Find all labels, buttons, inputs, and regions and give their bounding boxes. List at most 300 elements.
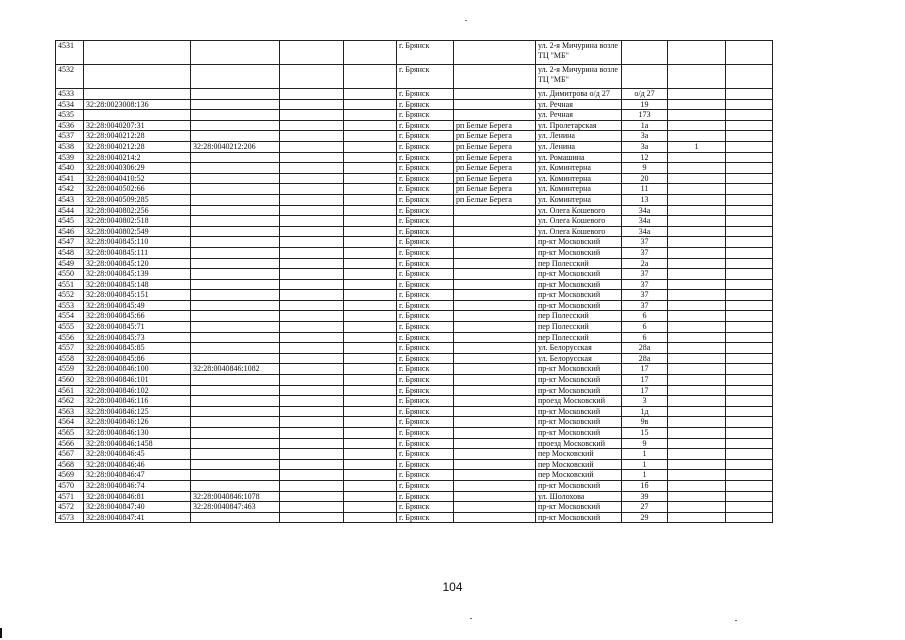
- street-cell: ул. Коминтерна: [536, 163, 622, 174]
- street-cell: ул. Речная: [536, 99, 622, 110]
- flag-cell: [668, 269, 726, 280]
- empty-cell: [280, 406, 344, 417]
- street-cell: пр-кт Московский: [536, 417, 622, 428]
- city-cell: г. Брянск: [397, 184, 454, 195]
- empty-cell: [726, 99, 773, 110]
- house-number-cell: 6: [622, 311, 668, 322]
- table-row: [56, 449, 773, 460]
- empty-cell: [344, 406, 397, 417]
- table-row: [56, 438, 773, 449]
- empty-cell: [726, 65, 773, 89]
- house-number-cell: 1д: [622, 406, 668, 417]
- city-cell: г. Брянск: [397, 491, 454, 502]
- empty-cell: [280, 237, 344, 248]
- cadastral-number-cell: [84, 89, 191, 100]
- row-number-cell: 4532: [56, 65, 84, 89]
- flag-cell: [668, 205, 726, 216]
- city-cell: г. Брянск: [397, 300, 454, 311]
- house-number-cell: 17: [622, 385, 668, 396]
- empty-cell: [280, 65, 344, 89]
- street-cell: пер Московский: [536, 459, 622, 470]
- empty-cell: [726, 258, 773, 269]
- empty-cell: [280, 364, 344, 375]
- cadastral-number-cell: 32:28:0040846:116: [84, 396, 191, 407]
- street-cell: ул. Ромашина: [536, 152, 622, 163]
- house-number-cell: 20: [622, 173, 668, 184]
- empty-cell: [344, 110, 397, 121]
- row-number-cell: 4569: [56, 470, 84, 481]
- row-number-cell: 4534: [56, 99, 84, 110]
- house-number-cell: 1: [622, 470, 668, 481]
- street-cell: пер Московский: [536, 449, 622, 460]
- table-row: [56, 459, 773, 470]
- secondary-cadastral-number-cell: [191, 343, 280, 354]
- house-number-cell: 3: [622, 396, 668, 407]
- row-number-cell: 4540: [56, 163, 84, 174]
- empty-cell: [726, 322, 773, 333]
- house-number-cell: 9: [622, 163, 668, 174]
- locality-cell: [454, 269, 536, 280]
- cadastral-number-cell: 32:28:0040845:111: [84, 247, 191, 258]
- house-number-cell: 173: [622, 110, 668, 121]
- street-cell: ул. Шолохова: [536, 491, 622, 502]
- empty-cell: [280, 184, 344, 195]
- table-row: [56, 417, 773, 428]
- locality-cell: [454, 470, 536, 481]
- secondary-cadastral-number-cell: 32:28:0040846:1078: [191, 491, 280, 502]
- empty-cell: [280, 375, 344, 386]
- empty-cell: [280, 512, 344, 523]
- empty-cell: [280, 269, 344, 280]
- flag-cell: [668, 502, 726, 513]
- empty-cell: [344, 502, 397, 513]
- register-table: [55, 40, 773, 523]
- street-cell: пр-кт Московский: [536, 512, 622, 523]
- city-cell: г. Брянск: [397, 396, 454, 407]
- empty-cell: [280, 332, 344, 343]
- table-row: [56, 89, 773, 100]
- secondary-cadastral-number-cell: [191, 110, 280, 121]
- empty-cell: [726, 184, 773, 195]
- house-number-cell: 9в: [622, 417, 668, 428]
- house-number-cell: 19: [622, 99, 668, 110]
- flag-cell: [668, 332, 726, 343]
- empty-cell: [344, 322, 397, 333]
- locality-cell: рп Белые Берега: [454, 163, 536, 174]
- city-cell: г. Брянск: [397, 131, 454, 142]
- cadastral-number-cell: 32:28:0040509:285: [84, 194, 191, 205]
- empty-cell: [280, 141, 344, 152]
- flag-cell: [668, 470, 726, 481]
- empty-cell: [344, 163, 397, 174]
- empty-cell: [280, 438, 344, 449]
- empty-cell: [726, 41, 773, 65]
- cadastral-number-cell: 32:28:0040846:125: [84, 406, 191, 417]
- empty-cell: [726, 141, 773, 152]
- house-number-cell: 27: [622, 502, 668, 513]
- empty-cell: [344, 99, 397, 110]
- city-cell: г. Брянск: [397, 480, 454, 491]
- table-row: [56, 364, 773, 375]
- flag-cell: [668, 290, 726, 301]
- locality-cell: [454, 279, 536, 290]
- empty-cell: [726, 311, 773, 322]
- cadastral-number-cell: 32:28:0040502:66: [84, 184, 191, 195]
- empty-cell: [344, 226, 397, 237]
- city-cell: г. Брянск: [397, 41, 454, 65]
- house-number-cell: 15: [622, 428, 668, 439]
- scan-speck: [465, 20, 467, 21]
- flag-cell: [668, 375, 726, 386]
- flag-cell: [668, 279, 726, 290]
- row-number-cell: 4543: [56, 194, 84, 205]
- empty-cell: [344, 89, 397, 100]
- street-cell: пер Полесский: [536, 258, 622, 269]
- empty-cell: [344, 491, 397, 502]
- empty-cell: [344, 173, 397, 184]
- house-number-cell: 1б: [622, 480, 668, 491]
- empty-cell: [344, 449, 397, 460]
- secondary-cadastral-number-cell: [191, 512, 280, 523]
- house-number-cell: 1: [622, 449, 668, 460]
- secondary-cadastral-number-cell: [191, 438, 280, 449]
- secondary-cadastral-number-cell: [191, 247, 280, 258]
- city-cell: г. Брянск: [397, 279, 454, 290]
- house-number-cell: 37: [622, 279, 668, 290]
- house-number-cell: 3а: [622, 141, 668, 152]
- empty-cell: [280, 163, 344, 174]
- locality-cell: [454, 65, 536, 89]
- flag-cell: [668, 322, 726, 333]
- city-cell: г. Брянск: [397, 110, 454, 121]
- empty-cell: [726, 110, 773, 121]
- locality-cell: [454, 512, 536, 523]
- locality-cell: [454, 480, 536, 491]
- house-number-cell: 37: [622, 269, 668, 280]
- house-number-cell: 37: [622, 290, 668, 301]
- city-cell: г. Брянск: [397, 449, 454, 460]
- table-row: [56, 290, 773, 301]
- empty-cell: [344, 216, 397, 227]
- empty-cell: [344, 279, 397, 290]
- house-number-cell: 34а: [622, 226, 668, 237]
- locality-cell: [454, 438, 536, 449]
- empty-cell: [726, 396, 773, 407]
- secondary-cadastral-number-cell: [191, 449, 280, 460]
- locality-cell: рп Белые Берега: [454, 141, 536, 152]
- table-row: [56, 470, 773, 481]
- locality-cell: [454, 110, 536, 121]
- empty-cell: [280, 131, 344, 142]
- secondary-cadastral-number-cell: [191, 152, 280, 163]
- empty-cell: [726, 406, 773, 417]
- cadastral-number-cell: 32:28:0040845:86: [84, 353, 191, 364]
- street-cell: пр-кт Московский: [536, 269, 622, 280]
- city-cell: г. Брянск: [397, 226, 454, 237]
- cadastral-number-cell: 32:28:0040846:47: [84, 470, 191, 481]
- table-row: [56, 332, 773, 343]
- empty-cell: [280, 396, 344, 407]
- row-number-cell: 4568: [56, 459, 84, 470]
- empty-cell: [726, 152, 773, 163]
- street-cell: пер Полесский: [536, 311, 622, 322]
- empty-cell: [344, 269, 397, 280]
- city-cell: г. Брянск: [397, 406, 454, 417]
- table-row: [56, 406, 773, 417]
- cadastral-number-cell: 32:28:0040846:74: [84, 480, 191, 491]
- table-row: [56, 491, 773, 502]
- locality-cell: [454, 41, 536, 65]
- house-number-cell: 28а: [622, 343, 668, 354]
- row-number-cell: 4567: [56, 449, 84, 460]
- secondary-cadastral-number-cell: [191, 99, 280, 110]
- empty-cell: [726, 470, 773, 481]
- flag-cell: [668, 449, 726, 460]
- empty-cell: [344, 343, 397, 354]
- empty-cell: [280, 173, 344, 184]
- empty-cell: [344, 65, 397, 89]
- city-cell: г. Брянск: [397, 375, 454, 386]
- city-cell: г. Брянск: [397, 205, 454, 216]
- house-number-cell: [622, 65, 668, 89]
- table-row: [56, 512, 773, 523]
- empty-cell: [344, 364, 397, 375]
- row-number-cell: 4571: [56, 491, 84, 502]
- locality-cell: [454, 205, 536, 216]
- secondary-cadastral-number-cell: [191, 216, 280, 227]
- empty-cell: [726, 120, 773, 131]
- empty-cell: [344, 131, 397, 142]
- house-number-cell: 37: [622, 300, 668, 311]
- row-number-cell: 4563: [56, 406, 84, 417]
- street-cell: ул. Пролетарская: [536, 120, 622, 131]
- street-cell: ул. Олега Кошевого: [536, 216, 622, 227]
- secondary-cadastral-number-cell: [191, 470, 280, 481]
- row-number-cell: 4548: [56, 247, 84, 258]
- empty-cell: [344, 290, 397, 301]
- flag-cell: [668, 131, 726, 142]
- street-cell: пр-кт Московский: [536, 247, 622, 258]
- secondary-cadastral-number-cell: [191, 205, 280, 216]
- empty-cell: [280, 311, 344, 322]
- locality-cell: [454, 428, 536, 439]
- row-number-cell: 4541: [56, 173, 84, 184]
- street-cell: пр-кт Московский: [536, 385, 622, 396]
- table-row: [56, 343, 773, 354]
- house-number-cell: 39: [622, 491, 668, 502]
- flag-cell: [668, 438, 726, 449]
- page-number: 104: [442, 580, 463, 594]
- table-row: [56, 322, 773, 333]
- table-row: [56, 163, 773, 174]
- locality-cell: [454, 353, 536, 364]
- row-number-cell: 4537: [56, 131, 84, 142]
- flag-cell: [668, 89, 726, 100]
- row-number-cell: 4565: [56, 428, 84, 439]
- street-cell: пр-кт Московский: [536, 480, 622, 491]
- row-number-cell: 4552: [56, 290, 84, 301]
- flag-cell: [668, 120, 726, 131]
- row-number-cell: 4558: [56, 353, 84, 364]
- row-number-cell: 4556: [56, 332, 84, 343]
- row-number-cell: 4551: [56, 279, 84, 290]
- street-cell: ул. Коминтерна: [536, 184, 622, 195]
- table-row: [56, 205, 773, 216]
- locality-cell: [454, 449, 536, 460]
- locality-cell: [454, 406, 536, 417]
- row-number-cell: 4559: [56, 364, 84, 375]
- empty-cell: [726, 343, 773, 354]
- cadastral-number-cell: 32:28:0040212:28: [84, 131, 191, 142]
- house-number-cell: 13: [622, 194, 668, 205]
- row-number-cell: 4536: [56, 120, 84, 131]
- empty-cell: [726, 226, 773, 237]
- register-table-body: [56, 41, 773, 523]
- secondary-cadastral-number-cell: [191, 194, 280, 205]
- empty-cell: [726, 173, 773, 184]
- street-cell: пр-кт Московский: [536, 406, 622, 417]
- city-cell: г. Брянск: [397, 247, 454, 258]
- house-number-cell: 1а: [622, 120, 668, 131]
- empty-cell: [726, 375, 773, 386]
- flag-cell: [668, 184, 726, 195]
- empty-cell: [280, 258, 344, 269]
- city-cell: г. Брянск: [397, 237, 454, 248]
- table-row: [56, 184, 773, 195]
- table-row: [56, 247, 773, 258]
- table-row: [56, 173, 773, 184]
- empty-cell: [726, 428, 773, 439]
- street-cell: ул. Белорусская: [536, 343, 622, 354]
- city-cell: г. Брянск: [397, 152, 454, 163]
- street-cell: пер Московский: [536, 470, 622, 481]
- empty-cell: [344, 459, 397, 470]
- city-cell: г. Брянск: [397, 89, 454, 100]
- city-cell: г. Брянск: [397, 141, 454, 152]
- street-cell: ул. Коминтерна: [536, 173, 622, 184]
- city-cell: г. Брянск: [397, 512, 454, 523]
- cadastral-number-cell: [84, 110, 191, 121]
- empty-cell: [280, 502, 344, 513]
- locality-cell: [454, 396, 536, 407]
- cadastral-number-cell: 32:28:0040212:28: [84, 141, 191, 152]
- secondary-cadastral-number-cell: [191, 269, 280, 280]
- locality-cell: [454, 459, 536, 470]
- empty-cell: [726, 385, 773, 396]
- city-cell: г. Брянск: [397, 258, 454, 269]
- street-cell: пер Полесский: [536, 332, 622, 343]
- empty-cell: [280, 449, 344, 460]
- flag-cell: [668, 428, 726, 439]
- table-row: [56, 216, 773, 227]
- cadastral-number-cell: 32:28:0040845:66: [84, 311, 191, 322]
- empty-cell: [726, 131, 773, 142]
- secondary-cadastral-number-cell: [191, 237, 280, 248]
- house-number-cell: 17: [622, 364, 668, 375]
- flag-cell: [668, 41, 726, 65]
- cadastral-number-cell: 32:28:0040845:49: [84, 300, 191, 311]
- cadastral-number-cell: 32:28:0040845:148: [84, 279, 191, 290]
- city-cell: г. Брянск: [397, 343, 454, 354]
- locality-cell: рп Белые Берега: [454, 173, 536, 184]
- empty-cell: [344, 120, 397, 131]
- locality-cell: [454, 417, 536, 428]
- empty-cell: [344, 332, 397, 343]
- secondary-cadastral-number-cell: [191, 406, 280, 417]
- cadastral-number-cell: 32:28:0040846:100: [84, 364, 191, 375]
- flag-cell: [668, 480, 726, 491]
- secondary-cadastral-number-cell: [191, 163, 280, 174]
- table-row: [56, 120, 773, 131]
- cadastral-number-cell: [84, 41, 191, 65]
- cadastral-number-cell: 32:28:0040845:85: [84, 343, 191, 354]
- empty-cell: [344, 205, 397, 216]
- flag-cell: [668, 396, 726, 407]
- row-number-cell: 4542: [56, 184, 84, 195]
- cadastral-number-cell: 32:28:0040846:81: [84, 491, 191, 502]
- locality-cell: [454, 364, 536, 375]
- empty-cell: [280, 300, 344, 311]
- table-row: [56, 41, 773, 65]
- empty-cell: [280, 120, 344, 131]
- empty-cell: [726, 502, 773, 513]
- flag-cell: 1: [668, 141, 726, 152]
- flag-cell: [668, 110, 726, 121]
- table-row: [56, 311, 773, 322]
- flag-cell: [668, 237, 726, 248]
- city-cell: г. Брянск: [397, 364, 454, 375]
- locality-cell: [454, 332, 536, 343]
- row-number-cell: 4544: [56, 205, 84, 216]
- cadastral-number-cell: [84, 65, 191, 89]
- street-cell: ул. Белорусская: [536, 353, 622, 364]
- empty-cell: [344, 184, 397, 195]
- secondary-cadastral-number-cell: [191, 417, 280, 428]
- row-number-cell: 4557: [56, 343, 84, 354]
- empty-cell: [344, 470, 397, 481]
- city-cell: г. Брянск: [397, 290, 454, 301]
- flag-cell: [668, 152, 726, 163]
- empty-cell: [280, 385, 344, 396]
- cadastral-number-cell: 32:28:0023008:136: [84, 99, 191, 110]
- locality-cell: [454, 226, 536, 237]
- empty-cell: [280, 152, 344, 163]
- locality-cell: [454, 491, 536, 502]
- flag-cell: [668, 99, 726, 110]
- secondary-cadastral-number-cell: [191, 459, 280, 470]
- empty-cell: [726, 332, 773, 343]
- city-cell: г. Брянск: [397, 311, 454, 322]
- row-number-cell: 4538: [56, 141, 84, 152]
- locality-cell: [454, 300, 536, 311]
- secondary-cadastral-number-cell: [191, 120, 280, 131]
- table-row: [56, 237, 773, 248]
- empty-cell: [344, 311, 397, 322]
- house-number-cell: 28а: [622, 353, 668, 364]
- table-row: [56, 65, 773, 89]
- empty-cell: [726, 279, 773, 290]
- flag-cell: [668, 343, 726, 354]
- empty-cell: [280, 247, 344, 258]
- empty-cell: [726, 438, 773, 449]
- house-number-cell: 34а: [622, 216, 668, 227]
- empty-cell: [280, 279, 344, 290]
- city-cell: г. Брянск: [397, 470, 454, 481]
- locality-cell: [454, 322, 536, 333]
- empty-cell: [344, 375, 397, 386]
- locality-cell: [454, 385, 536, 396]
- house-number-cell: 34а: [622, 205, 668, 216]
